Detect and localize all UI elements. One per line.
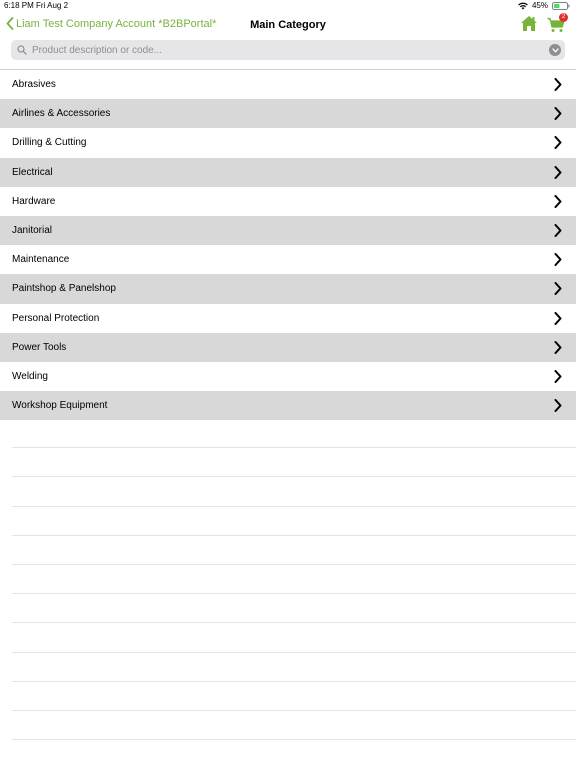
battery-icon <box>552 2 570 10</box>
category-label: Maintenance <box>12 254 70 266</box>
wifi-icon <box>518 2 528 10</box>
chevron-right-icon <box>554 312 562 325</box>
category-row-hardware[interactable] <box>0 187 576 216</box>
category-label: Welding <box>12 370 48 382</box>
category-label: Electrical <box>12 166 53 178</box>
search-icon <box>17 45 27 55</box>
cart-badge: 2 <box>559 13 568 22</box>
category-row-welding[interactable] <box>0 362 576 391</box>
back-button-label: Liam Test Company Account *B2BPortal* <box>16 17 217 30</box>
status-time: 6:18 PM <box>4 1 34 10</box>
chevron-right-icon <box>554 282 562 295</box>
category-label: Workshop Equipment <box>12 400 108 412</box>
chevron-right-icon <box>554 107 562 120</box>
status-right <box>518 1 570 10</box>
chevron-right-icon <box>554 341 562 354</box>
category-row-paintshop-panelshop[interactable] <box>0 274 576 303</box>
page-title: Main Category <box>250 19 326 31</box>
search-bar <box>11 40 565 60</box>
category-row-janitorial[interactable] <box>0 216 576 245</box>
category-label: Hardware <box>12 195 56 207</box>
empty-row-separator <box>12 711 576 740</box>
search-input[interactable] <box>32 41 549 59</box>
chevron-right-icon <box>554 136 562 149</box>
empty-table-area <box>12 419 576 740</box>
chevron-right-icon <box>554 370 562 383</box>
category-row-drilling-cutting[interactable] <box>0 128 576 157</box>
battery-percent: 45% <box>531 1 548 10</box>
empty-row-separator <box>12 623 576 652</box>
empty-row-separator <box>12 594 576 623</box>
chevron-right-icon <box>554 399 562 412</box>
chevron-left-icon <box>6 17 14 30</box>
empty-row-separator <box>12 536 576 565</box>
cart-button[interactable] <box>547 15 567 33</box>
category-row-power-tools[interactable] <box>0 333 576 362</box>
category-row-workshop-equipment[interactable] <box>0 391 576 420</box>
category-label: Personal Protection <box>12 312 100 324</box>
back-button[interactable] <box>6 17 216 30</box>
chevron-right-icon <box>554 166 562 179</box>
chevron-right-icon <box>554 253 562 266</box>
category-list <box>0 69 576 420</box>
category-label: Abrasives <box>12 79 56 91</box>
category-row-maintenance[interactable] <box>0 245 576 274</box>
nav-bar <box>0 12 576 40</box>
chevron-down-icon <box>552 48 559 53</box>
search-filter-button[interactable] <box>549 44 561 56</box>
chevron-right-icon <box>554 195 562 208</box>
chevron-right-icon <box>554 224 562 237</box>
category-row-abrasives[interactable] <box>0 70 576 99</box>
category-label: Paintshop & Panelshop <box>12 283 116 295</box>
status-bar <box>0 0 576 12</box>
empty-row-separator <box>12 477 576 506</box>
category-row-airlines-accessories[interactable] <box>0 99 576 128</box>
empty-row-separator <box>12 653 576 682</box>
category-label: Power Tools <box>12 341 67 353</box>
category-row-electrical[interactable] <box>0 158 576 187</box>
empty-row-separator <box>12 448 576 477</box>
chevron-right-icon <box>554 78 562 91</box>
empty-row-separator <box>12 565 576 594</box>
empty-row-separator <box>12 507 576 536</box>
home-icon[interactable] <box>520 15 538 32</box>
empty-row-separator <box>12 682 576 711</box>
empty-row-separator <box>12 419 576 448</box>
category-row-personal-protection[interactable] <box>0 304 576 333</box>
category-label: Airlines & Accessories <box>12 108 111 120</box>
status-date: Fri Aug 2 <box>36 1 69 10</box>
category-label: Janitorial <box>12 225 53 237</box>
category-label: Drilling & Cutting <box>12 137 87 149</box>
